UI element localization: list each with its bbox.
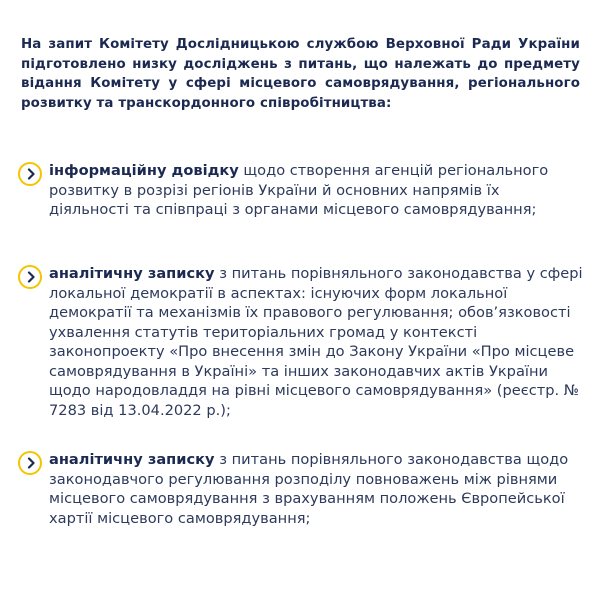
- list-item-body: з питань порівняльного законодавства у сфері локальної демократії в аспектах: існуючих форм локальної демократії та механізмів їх правового регулювання; обов’язковості ухвалення статутів територіальних громад у контексті законопроекту «Про внесення змін до Закону України «Про місцеве самоврядування в Україні» та інших законодавчих актів України щодо народовладдя на рівні місцевого самоврядування» (реєстр. № 7283 від 13.04.2022 р.);: [49, 265, 583, 419]
- list-item-text: [49, 161, 583, 220]
- list-item-lead: аналітичну записку: [49, 451, 215, 468]
- chevron-right-circle-icon: [18, 451, 42, 475]
- list-item-lead: інформаційну довідку: [49, 162, 239, 179]
- list-item-body: з питань порівняльного законодавства щодо законодавчого регулювання розподілу повноважень між рівнями місцевого самоврядування з врахуванням положень Європейської хартії місцевого самоврядування;: [49, 451, 569, 527]
- intro-paragraph: На запит Комітету Дослідницькою службою Верховної Ради України підготовлено низку досліджень з питань, що належать до предмету відання Комітету у сфері місцевого самоврядування, регіонального розвитку та транскордонного співробітництва:: [21, 37, 580, 111]
- list-item-text: [49, 264, 583, 420]
- chevron-right-circle-icon: [18, 162, 42, 186]
- list-item-body: щодо створення агенцій регіонального розвитку в розрізі регіонів України й основних напрямів їх діяльності та співпраці з органами місцевого самоврядування;: [49, 162, 549, 218]
- chevron-right-circle-icon: [18, 265, 42, 289]
- list-item-lead: аналітичну записку: [49, 265, 215, 282]
- list-item-text: [49, 450, 583, 528]
